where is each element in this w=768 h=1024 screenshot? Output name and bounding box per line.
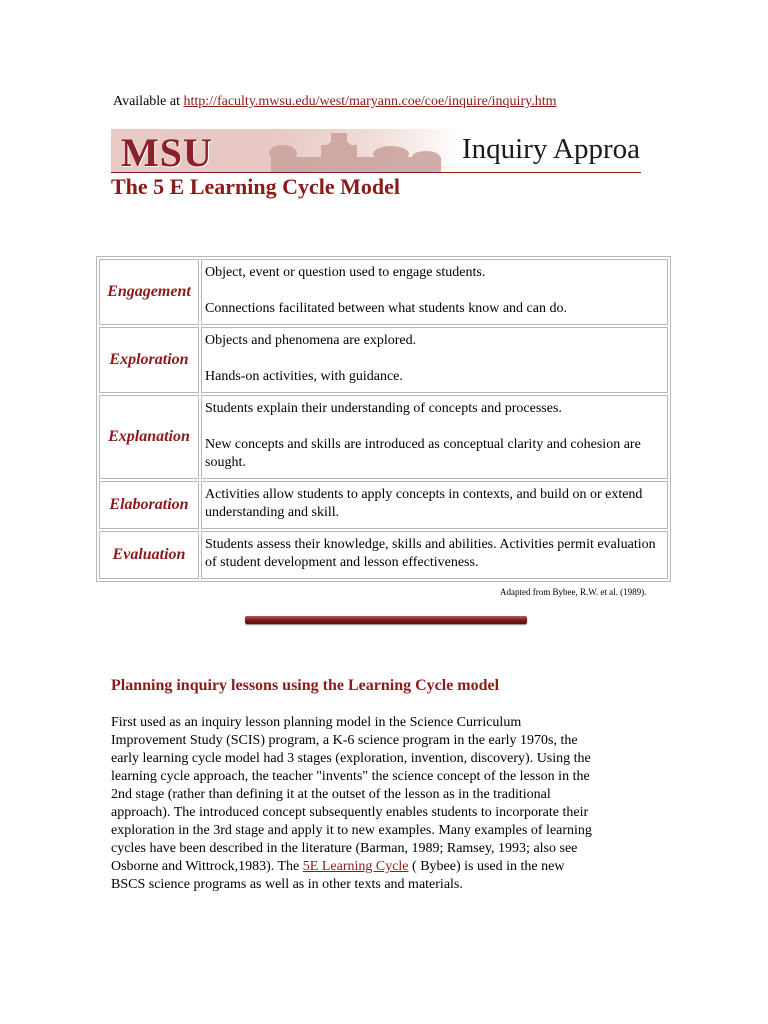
available-label: Available at [113,94,184,109]
table-credit: Adapted from Bybee, R.W. et al. (1989). [500,587,647,597]
description-line: New concepts and skills are introduced as conceptual clarity and cohesion are sought. [205,437,641,470]
description-line: Students assess their knowledge, skills and abilities. Activities permit evaluation of student development and lesson effectiveness. [205,537,656,570]
source-url-link[interactable]: http://faculty.mwsu.edu/west/maryann.coe/coe/inquire/inquiry.htm [183,94,557,109]
stage-name: Explanation [99,395,199,479]
description-line: Object, event or question used to engage students. [205,265,486,280]
section-divider [245,616,527,624]
banner-title: Inquiry Approa [462,133,640,165]
msu-logo: MSU [121,130,213,173]
table-row [99,531,668,579]
stage-name: Engagement [99,259,199,325]
section-heading: Planning inquiry lessons using the Learning Cycle model [111,677,500,694]
table-row [99,481,668,529]
description-line: Students explain their understanding of concepts and processes. [205,401,562,416]
stage-name: Exploration [99,327,199,393]
5e-learning-cycle-link[interactable]: 5E Learning Cycle [302,859,409,874]
description-line: Activities allow students to apply concepts in contexts, and build on or extend understanding and skill. [205,487,643,520]
table-row [99,327,668,393]
stage-name: Elaboration [99,481,199,529]
table-row [99,395,668,479]
msu-banner [111,129,641,173]
section-paragraph [111,714,596,894]
learning-cycle-table [96,256,671,582]
page-title: The 5 E Learning Cycle Model [111,174,401,199]
stage-description [201,259,668,325]
stage-description [201,531,668,579]
stage-description [201,481,668,529]
description-line: Hands-on activities, with guidance. [205,369,403,384]
stage-description [201,395,668,479]
stage-description [201,327,668,393]
source-line [113,94,556,110]
table-row [99,259,668,325]
description-line: Connections facilitated between what students know and can do. [205,301,567,316]
paragraph-text-end: ( Bybee) is used in the new BSCS science programs as well as in other texts and materials. [111,859,565,892]
description-line: Objects and phenomena are explored. [205,333,417,348]
stage-name: Evaluation [99,531,199,579]
paragraph-text: First used as an inquiry lesson planning model in the Science Curriculum Improvement Study (SCIS) program, a K-6 science program in the early 1970s, the early learning cycle model had 3 stages (exploration, invention, discovery). Using the learning cycle approach, the teacher "invents" the science concept of the lesson in the 2nd stage (rather than defining it at the outset of the lesson as in the traditional approach). The introduced concept subsequently enables students to incorporate their exploration in the 3rd stage and apply it to new examples. Many examples of learning cycles have been described in the literature (Barman, 1989; Ramsey, 1993; also see Osborne and Wittrock,1983). The [111,715,592,874]
campus-building-icon [261,131,451,172]
